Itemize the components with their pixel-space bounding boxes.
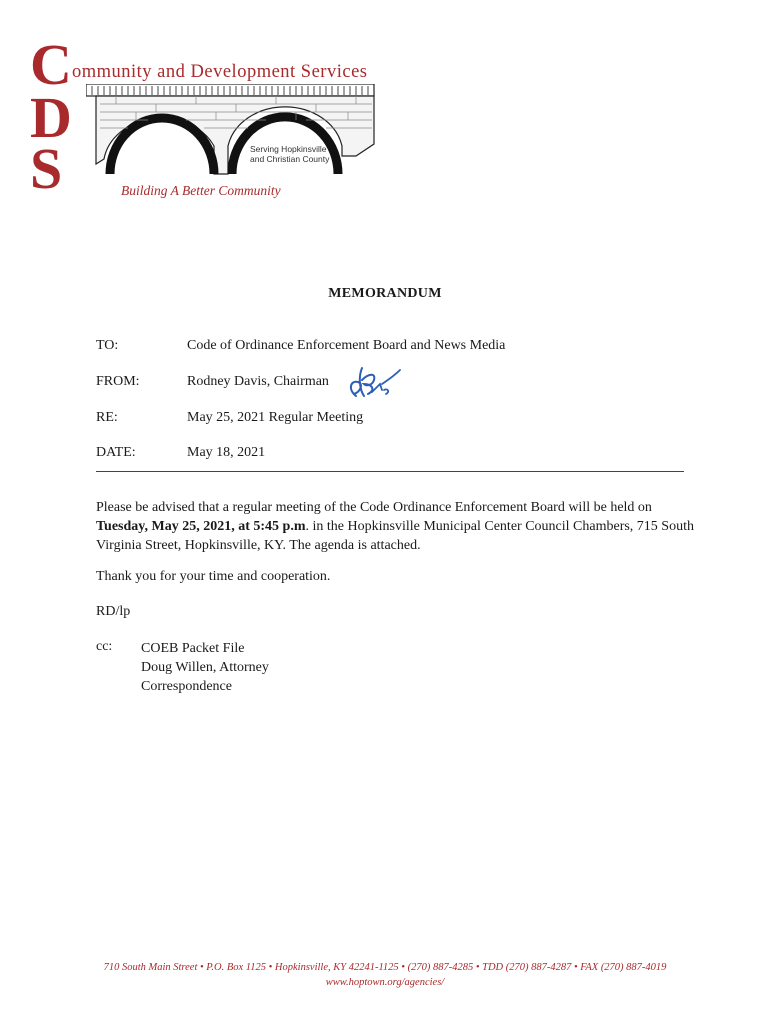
cc-label: cc:: [96, 639, 113, 654]
logo-letter-c: C: [30, 32, 72, 97]
bridge-icon: [86, 84, 376, 184]
to-value: Code of Ordinance Enforcement Board and News Media: [187, 338, 506, 353]
signature-initials: [338, 360, 402, 406]
notice-text-end: . in the Hopkinsville Municipal Center Council Chambers, 715 South Virginia Street, Hopkinsville, KY. The agenda is attached.: [96, 519, 694, 553]
date-label: DATE:: [96, 445, 136, 460]
date-value: May 18, 2021: [187, 445, 266, 460]
cc-list: [141, 639, 269, 696]
cc-item: COEB Packet File: [141, 641, 245, 656]
logo-letter-s: S: [30, 136, 63, 201]
header-divider: [96, 471, 684, 472]
thanks-line: Thank you for your time and cooperation.: [96, 569, 331, 584]
footer-address-line: 710 South Main Street • P.O. Box 1125 • Hopkinsville, KY 42241-1125 • (270) 887-4285 • TDD (270) 887-4287 • FAX (270) 887-4019: [103, 962, 667, 973]
memo-title: MEMORANDUM: [328, 286, 442, 301]
from-value: Rodney Davis, Chairman: [187, 374, 329, 389]
cc-item: Doug Willen, Attorney: [141, 660, 269, 675]
serving-line-1: Serving Hopkinsville: [250, 144, 327, 154]
to-label: TO:: [96, 338, 119, 353]
meeting-notice-paragraph: [96, 498, 696, 555]
tagline: Building A Better Community: [121, 183, 281, 198]
re-value: May 25, 2021 Regular Meeting: [187, 410, 364, 425]
re-label: RE:: [96, 410, 118, 425]
serving-line-2: and Christian County: [250, 153, 330, 164]
org-name: ommunity and Development Services: [72, 62, 368, 82]
notice-text-start: Please be advised that a regular meeting of the Code Ordinance Enforcement Board will be held on: [96, 500, 652, 515]
typist-initials: RD/lp: [96, 604, 131, 619]
cc-item: Correspondence: [141, 679, 232, 694]
notice-meeting-time: Tuesday, May 25, 2021, at 5:45 p.m: [96, 519, 306, 534]
logo-letter-d: D: [30, 85, 72, 150]
serving-text: [250, 145, 329, 165]
footer-website[interactable]: www.hoptown.org/agencies/: [325, 977, 445, 988]
footer: [0, 960, 770, 990]
from-label: FROM:: [96, 374, 140, 389]
cds-logo: [30, 32, 380, 206]
